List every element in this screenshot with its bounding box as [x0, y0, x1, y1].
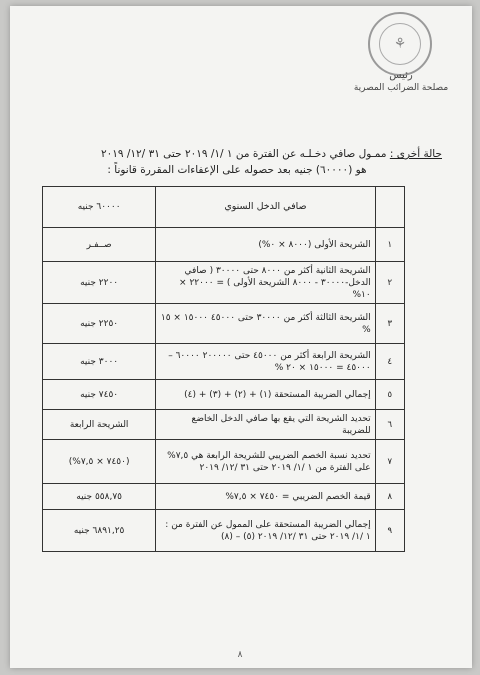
table-row	[43, 344, 405, 380]
table-row	[43, 440, 405, 484]
case-label: حالة أخرى :	[389, 148, 442, 160]
row-number: ٢	[375, 262, 404, 304]
row-value: ٢٢٥٠ جنيه	[43, 304, 156, 344]
row-value: ٥٥٨,٧٥ جنيه	[43, 484, 156, 510]
row-number: ٧	[375, 440, 404, 484]
row-description: قيمة الخصم الضريبي = ٧٤٥٠ × ٧,٥%	[156, 484, 375, 510]
table-header-row	[43, 187, 405, 228]
case-text-line2: هو (٦٠٠٠٠) جنيه بعد حصوله على الإعفاءات المقررة قانوناً :	[107, 164, 367, 176]
table-row	[43, 484, 405, 510]
row-number: ٩	[375, 510, 404, 552]
row-value: ٧٤٥٠ جنيه	[43, 380, 156, 410]
row-description: الشريحة الرابعة أكثر من ٤٥٠٠٠ حتى ٢٠٠٠٠٠ ٦٠٠٠٠ – ٤٥٠٠٠ = ١٥٠٠٠ × ٢٠ %	[156, 344, 375, 380]
table-row	[43, 380, 405, 410]
authority-title	[346, 70, 456, 93]
row-description: الشريحة الأولى (٨٠٠٠ × ٠%)	[156, 228, 375, 262]
page-number: ٨	[237, 650, 243, 660]
authority-title-line2: مصلحة الضرائب المصرية	[353, 83, 449, 93]
row-number: ٤	[375, 344, 404, 380]
row-description: إجمالي الضريبة المستحقة (١) + (٢) + (٣) + (٤)	[156, 380, 375, 410]
table-row	[43, 228, 405, 262]
row-description: تحديد الشريحة التي يقع بها صافي الدخل الخاضع للضريبة	[156, 410, 375, 440]
row-value: ٢٢٠٠ جنيه	[43, 262, 156, 304]
row-number: ٥	[375, 380, 404, 410]
case-text-line1: ممـول صافي دخـلـه عن الفترة من ١ /١/ ٢٠١٩ حتى ٣١ /١٢/ ٢٠١٩	[100, 148, 387, 160]
tax-calculation-table	[42, 186, 405, 552]
table-row	[43, 262, 405, 304]
table-row	[43, 304, 405, 344]
row-value: صــفـر	[43, 228, 156, 262]
row-number: ٣	[375, 304, 404, 344]
row-value: الشريحة الرابعة	[43, 410, 156, 440]
row-description: تحديد نسبة الخصم الضريبي للشريحة الرابعة هي ٧,٥% على الفترة من ١ /١/ ٢٠١٩ حتى ٣١ /١٢/ ٢٠١٩	[156, 440, 375, 484]
seal-logo-icon: ⚘	[368, 12, 432, 76]
row-value: (٧٤٥٠ × ٧,٥%)	[43, 440, 156, 484]
row-description: الشريحة الثانية أكثر من ٨٠٠٠ حتى ٣٠٠٠٠ ( صافي الدخل-٣٠٠٠٠ - ٨٠٠٠ الشريحة الأولى ) = ٢٢٠٠٠ × ١٠%	[156, 262, 375, 304]
row-number: ١	[375, 228, 404, 262]
table-row	[43, 510, 405, 552]
table-header-desc: صافي الدخل السنوي	[156, 187, 375, 228]
case-paragraph	[32, 146, 442, 178]
authority-title-line1: رئيس	[389, 70, 413, 81]
row-value: ٣٠٠٠ جنيه	[43, 344, 156, 380]
row-number: ٨	[375, 484, 404, 510]
table-header-val: ٦٠٠٠٠ جنيه	[43, 187, 156, 228]
table-row	[43, 410, 405, 440]
table-header-num	[375, 187, 404, 228]
row-number: ٦	[375, 410, 404, 440]
row-description: الشريحة الثالثة أكثر من ٣٠٠٠٠ حتى ٤٥٠٠٠ ١٥٠٠٠ × ١٥ %	[156, 304, 375, 344]
row-description: إجمالي الضريبة المستحقة على الممول عن الفترة من : ١ /١/ ٢٠١٩ حتى ٣١ /١٢/ ٢٠١٩ (٥) – (٨)	[156, 510, 375, 552]
row-value: ٦٨٩١,٢٥ جنيه	[43, 510, 156, 552]
